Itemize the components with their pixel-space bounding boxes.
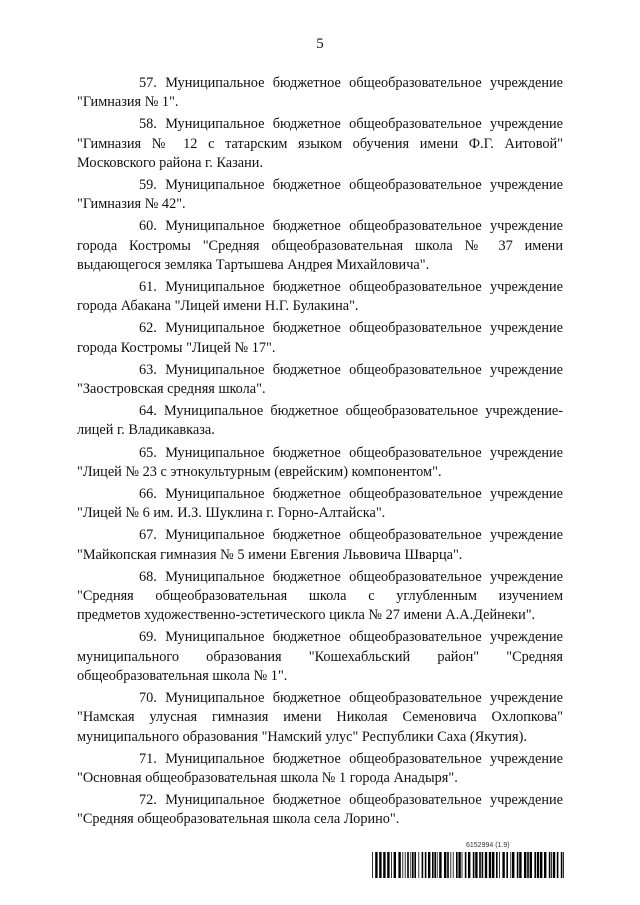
list-item bbox=[77, 750, 563, 788]
list-item-line: общеобразовательная школа № 1". bbox=[77, 667, 288, 684]
list-item-line: 58. Муниципальное бюджетное общеобразовательное учреждение bbox=[139, 116, 563, 133]
list-item bbox=[77, 115, 563, 173]
list-item-line: "Средняя общеобразовательная школа села Лорино". bbox=[77, 811, 400, 828]
institution-list bbox=[77, 74, 563, 833]
list-item-line: "Средняя общеобразовательная школа с углубленным изучением bbox=[77, 588, 563, 605]
list-item bbox=[77, 689, 563, 747]
list-item-line: "Основная общеобразовательная школа № 1 города Анадыря". bbox=[77, 769, 458, 786]
list-item-line: муниципального образования "Кошехабльский район" "Средняя bbox=[77, 648, 563, 665]
list-item-line: 64. Муниципальное бюджетное общеобразовательное учреждение- bbox=[139, 403, 563, 420]
list-item-line: "Лицей № 6 им. И.З. Шуклина г. Горно-Алтайска". bbox=[77, 505, 386, 522]
list-item-line: 65. Муниципальное бюджетное общеобразовательное учреждение bbox=[139, 444, 563, 461]
barcode-icon bbox=[372, 852, 564, 878]
document-code: 6152994 (1.9) bbox=[466, 842, 510, 849]
list-item-line: "Намская улусная гимназия имени Николая Семеновича Охлопкова" bbox=[77, 709, 563, 726]
list-item-line: "Заостровская средняя школа". bbox=[77, 381, 266, 398]
list-item-line: лицей г. Владикавказа. bbox=[77, 422, 215, 439]
list-item bbox=[77, 217, 563, 275]
list-item bbox=[77, 319, 563, 357]
list-item bbox=[77, 74, 563, 112]
list-item-line: муниципального образования "Намский улус" Республики Саха (Якутия). bbox=[77, 728, 527, 745]
list-item bbox=[77, 628, 563, 686]
list-item-line: города Костромы "Лицей № 17". bbox=[77, 339, 276, 356]
list-item-line: города Костромы "Средняя общеобразовательная школа № 37 имени bbox=[77, 237, 563, 254]
list-item bbox=[77, 361, 563, 399]
list-item-line: предметов художественно-эстетического цикла № 27 имени А.А.Дейнеки". bbox=[77, 607, 536, 624]
list-item bbox=[77, 485, 563, 523]
list-item-line: "Гимназия № 42". bbox=[77, 196, 186, 213]
list-item-line: города Абакана "Лицей имени Н.Г. Булакина". bbox=[77, 298, 359, 315]
list-item-line: 67. Муниципальное бюджетное общеобразовательное учреждение bbox=[139, 527, 563, 544]
list-item-line: 59. Муниципальное бюджетное общеобразовательное учреждение bbox=[139, 177, 563, 194]
list-item bbox=[77, 176, 563, 214]
list-item-line: 66. Муниципальное бюджетное общеобразовательное учреждение bbox=[139, 486, 563, 503]
list-item bbox=[77, 444, 563, 482]
list-item-line: 62. Муниципальное бюджетное общеобразовательное учреждение bbox=[139, 320, 563, 337]
list-item-line: "Майкопская гимназия № 5 имени Евгения Львовича Шварца". bbox=[77, 546, 463, 563]
list-item bbox=[77, 568, 563, 626]
list-item-line: 69. Муниципальное бюджетное общеобразовательное учреждение bbox=[139, 629, 563, 646]
list-item-line: 70. Муниципальное бюджетное общеобразовательное учреждение bbox=[139, 690, 563, 707]
list-item bbox=[77, 791, 563, 829]
list-item bbox=[77, 526, 563, 564]
list-item bbox=[77, 278, 563, 316]
list-item-line: Московского района г. Казани. bbox=[77, 154, 264, 171]
list-item-line: 71. Муниципальное бюджетное общеобразовательное учреждение bbox=[139, 750, 563, 767]
page-number: 5 bbox=[316, 36, 324, 52]
list-item-line: 63. Муниципальное бюджетное общеобразовательное учреждение bbox=[139, 361, 563, 378]
list-item-line: выдающегося земляка Тартышева Андрея Михайловича". bbox=[77, 256, 430, 273]
list-item-line: "Гимназия № 12 с татарским языком обучения имени Ф.Г. Аитовой" bbox=[77, 135, 563, 152]
list-item-line: 57. Муниципальное бюджетное общеобразовательное учреждение bbox=[139, 75, 563, 91]
list-item-line: 61. Муниципальное бюджетное общеобразовательное учреждение bbox=[139, 279, 563, 296]
list-item-line: 60. Муниципальное бюджетное общеобразовательное учреждение bbox=[139, 218, 563, 235]
list-item-line: "Гимназия № 1". bbox=[77, 94, 179, 111]
list-item-line: 68. Муниципальное бюджетное общеобразовательное учреждение bbox=[139, 568, 563, 585]
list-item-line: 72. Муниципальное бюджетное общеобразовательное учреждение bbox=[139, 792, 563, 809]
list-item-line: "Лицей № 23 с этнокультурным (еврейским) компонентом". bbox=[77, 463, 442, 480]
list-item bbox=[77, 402, 563, 440]
